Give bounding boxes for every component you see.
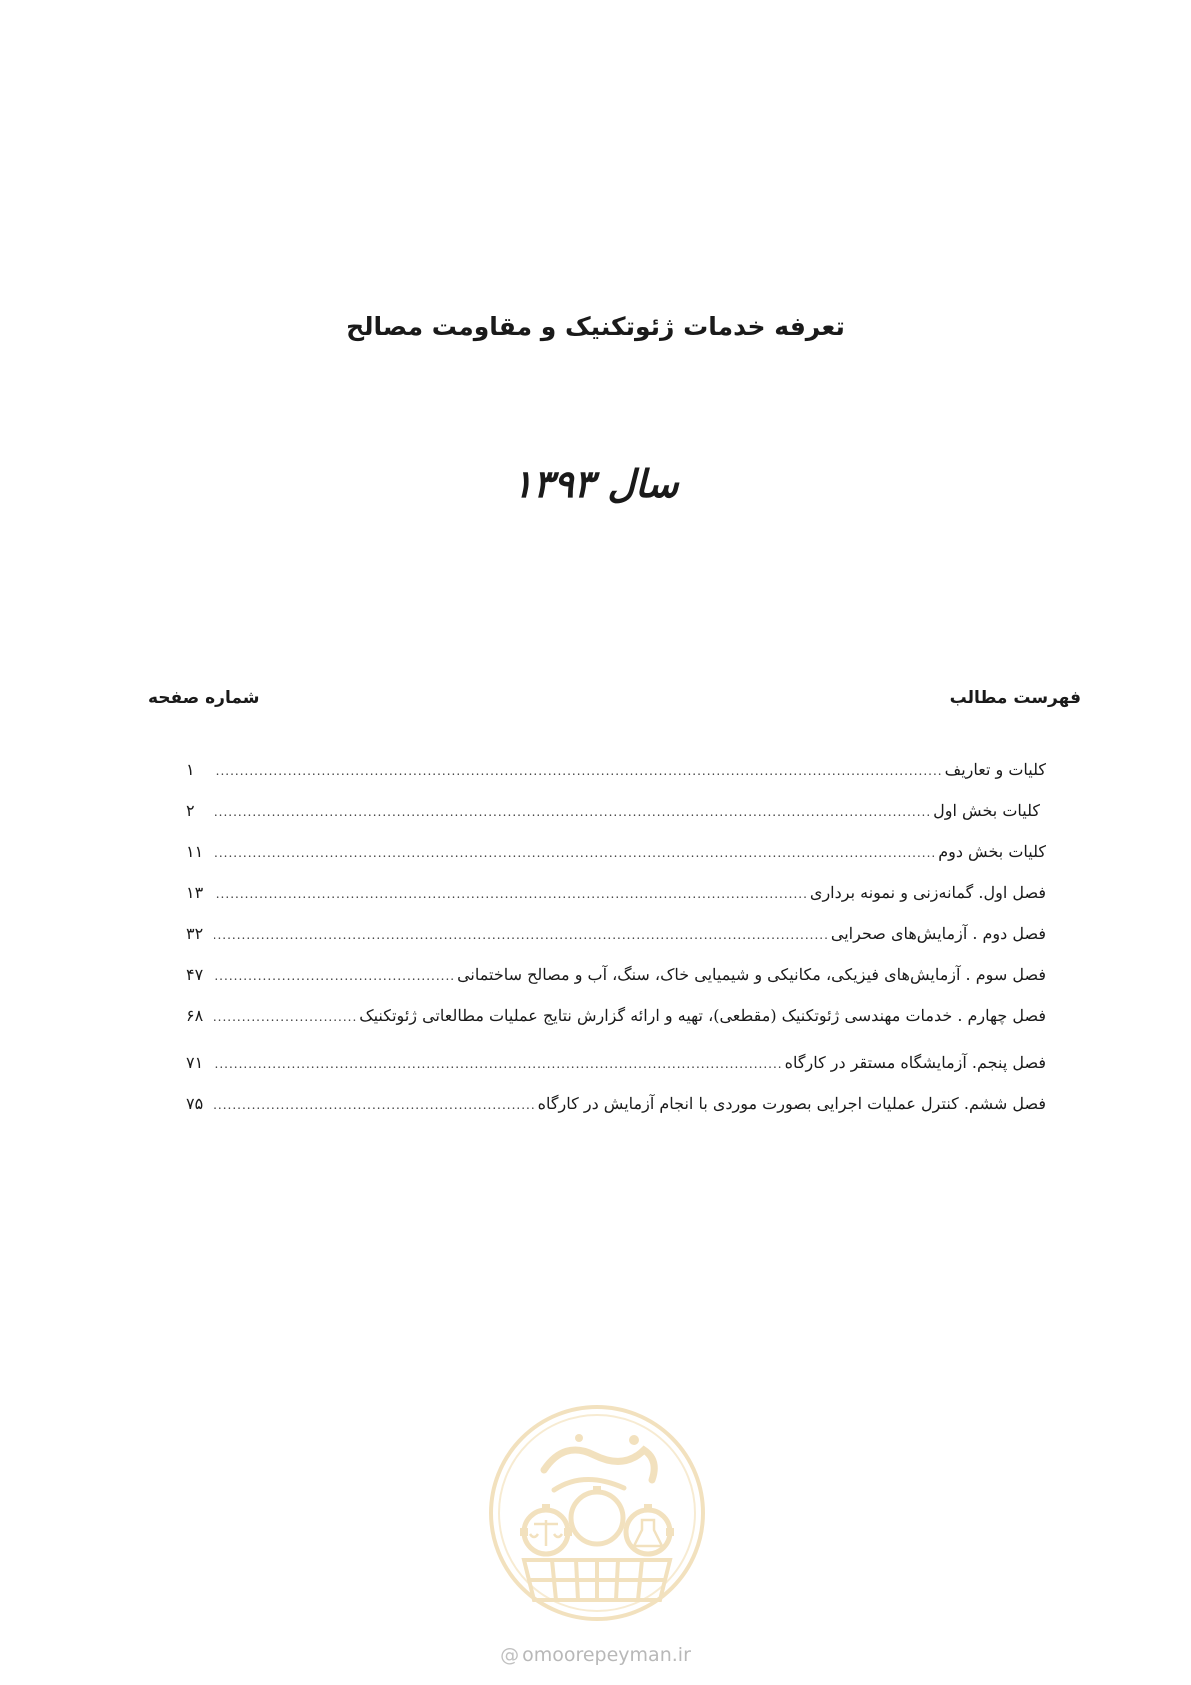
toc-entry-label[interactable]: فصل دوم . آزمایش‌های صحرایی bbox=[830, 924, 1046, 943]
toc-entry-page: ۱۱ bbox=[186, 842, 204, 861]
toc-entry-page: ۷۵ bbox=[186, 1094, 204, 1113]
watermark-url bbox=[0, 1644, 1191, 1666]
toc-entry-page: ۷۱ bbox=[186, 1053, 204, 1072]
toc-leader-dots bbox=[214, 764, 943, 778]
toc-entry-label[interactable]: کلیات و تعاریف bbox=[944, 760, 1046, 779]
toc-entry[interactable] bbox=[186, 842, 1046, 883]
toc-entry[interactable] bbox=[186, 1053, 1046, 1094]
toc-heading: فهرست مطالب bbox=[949, 688, 1081, 708]
toc-leader-dots bbox=[214, 1010, 357, 1024]
toc-entry-label[interactable]: فصل اول. گمانه‌زنی و نمونه برداری bbox=[809, 883, 1046, 902]
toc-entry[interactable] bbox=[186, 1006, 1046, 1053]
toc-entry-label[interactable]: فصل چهارم . خدمات مهندسی ژئوتکنیک (مقطعی)، تهیه و ارائه گزارش نتایج عملیات مطالعاتی ژئوتکنیک bbox=[359, 1006, 1046, 1025]
toc-entry-label[interactable]: کلیات بخش اول bbox=[933, 801, 1040, 820]
at-icon: @ bbox=[500, 1644, 520, 1666]
toc-leader-dots bbox=[214, 969, 455, 983]
toc-leader-dots bbox=[214, 805, 931, 819]
watermark-url-text: omoorepeyman.ir bbox=[522, 1644, 691, 1666]
toc-leader-dots bbox=[214, 887, 808, 901]
toc-leader-dots bbox=[214, 928, 829, 942]
toc-entry-page: ۲ bbox=[186, 801, 195, 820]
document-title: تعرفه خدمات ژئوتکنیک و مقاومت مصالح bbox=[346, 312, 845, 341]
toc-entry-page: ۱۳ bbox=[186, 883, 204, 902]
toc-page-column-label: شماره صفحه bbox=[148, 688, 260, 708]
toc-entry[interactable] bbox=[186, 1094, 1046, 1135]
toc-entry-page: ۴۷ bbox=[186, 965, 204, 984]
document-year: سال ۱۳۹۳ bbox=[512, 462, 679, 506]
toc-entry[interactable] bbox=[186, 924, 1046, 965]
seal-icon bbox=[484, 1400, 710, 1626]
toc-list bbox=[186, 760, 1046, 1135]
toc-entry[interactable] bbox=[186, 801, 1046, 842]
toc-leader-dots bbox=[214, 1098, 536, 1112]
toc-entry-label[interactable]: فصل ششم. کنترل عملیات اجرایی بصورت موردی با انجام آزمایش در کارگاه bbox=[537, 1094, 1046, 1113]
toc-entry-page: ۱ bbox=[186, 760, 195, 779]
toc-entry-label[interactable]: کلیات بخش دوم bbox=[938, 842, 1046, 861]
toc-header bbox=[148, 688, 1081, 718]
toc-entry-label[interactable]: فصل سوم . آزمایش‌های فیزیکی، مکانیکی و شیمیایی خاک، سنگ، آب و مصالح ساختمانی bbox=[457, 965, 1046, 984]
watermark-seal-logo bbox=[484, 1400, 710, 1626]
toc-entry[interactable] bbox=[186, 883, 1046, 924]
toc-entry[interactable] bbox=[186, 965, 1046, 1006]
toc-entry-page: ۶۸ bbox=[186, 1006, 204, 1025]
toc-leader-dots bbox=[214, 1057, 783, 1071]
toc-entry-label[interactable]: فصل پنجم. آزمایشگاه مستقر در کارگاه bbox=[784, 1053, 1046, 1072]
toc-leader-dots bbox=[214, 846, 936, 860]
toc-entry-page: ۳۲ bbox=[186, 924, 204, 943]
toc-entry[interactable] bbox=[186, 760, 1046, 801]
